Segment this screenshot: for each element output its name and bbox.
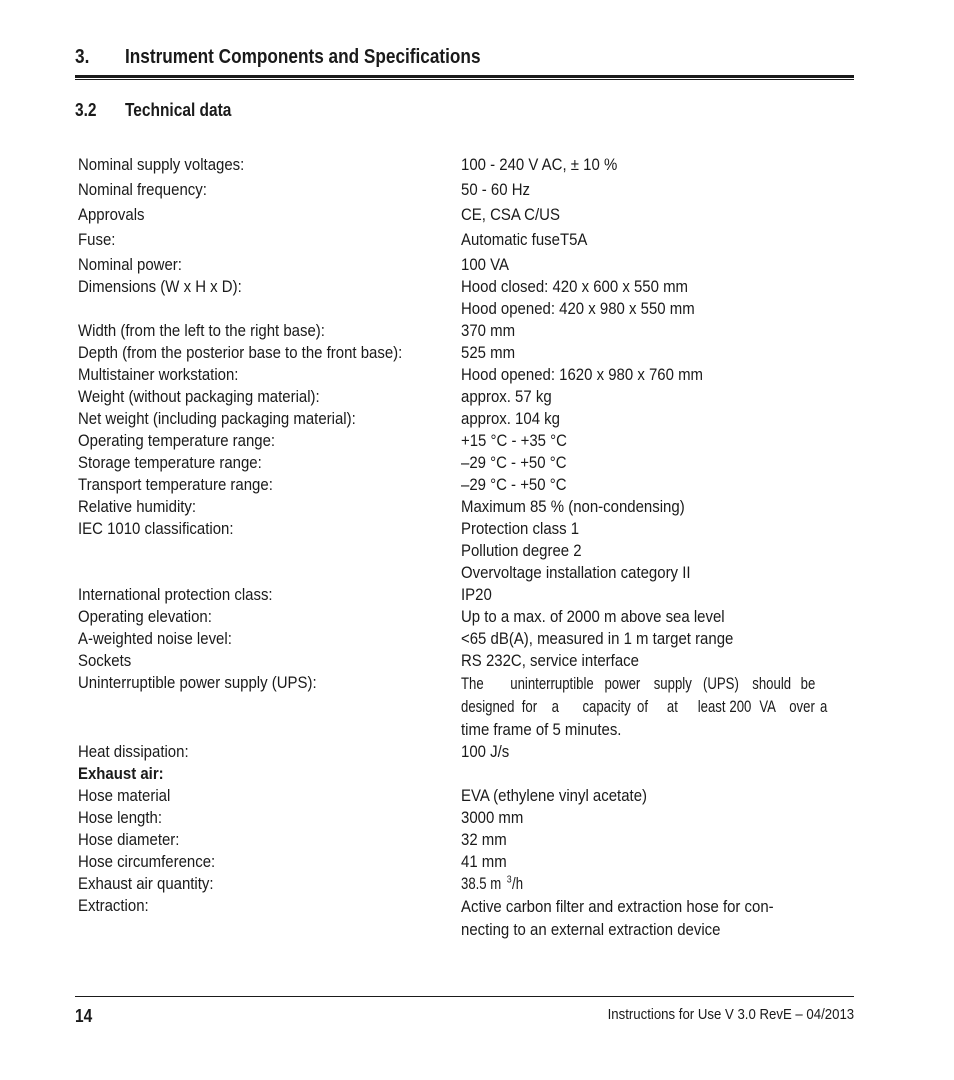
spec-value: +15 °C - +35 °C [461,431,567,450]
spec-row [78,430,854,452]
spec-label: Extraction: [78,896,149,915]
spec-label: Operating elevation: [78,607,212,626]
chapter-title: Instrument Components and Specifications [125,46,481,68]
spec-value: Up to a max. of 2000 m above sea level [461,607,725,626]
spec-label: Dimensions (W x H x D): [78,277,242,296]
section-number: 3.2 [75,100,97,120]
spec-label: Net weight (including packaging material): [78,409,356,428]
spec-label: Width (from the left to the right base): [78,321,325,340]
footer-document-info: Instructions for Use V 3.0 RevE – 04/2013 [607,1006,854,1023]
spec-label: International protection class: [78,585,273,604]
spec-row [78,741,854,763]
spec-label: Hose length: [78,808,162,827]
spec-label: Storage temperature range: [78,453,262,472]
spec-row [78,320,854,342]
spec-label: Hose circumference: [78,852,216,871]
spec-label: A-weighted noise level: [78,629,232,648]
spec-row [78,851,854,873]
spec-row [78,386,854,408]
header-rule-thin [75,79,854,80]
spec-row [78,254,854,276]
exhaust-heading: Exhaust air: [78,764,164,783]
spec-value: –29 °C - +50 °C [461,453,567,472]
spec-row [78,518,854,584]
spec-row [78,496,854,518]
spec-label: Relative humidity: [78,497,197,516]
spec-value: CE, CSA C/US [461,205,560,224]
spec-row-ups [78,672,854,741]
spec-value: approx. 104 kg [461,409,560,428]
spec-label: Multistainer workstation: [78,365,239,384]
spec-label: Hose diameter: [78,830,180,849]
chapter-heading [75,46,854,76]
spec-row [78,474,854,496]
spec-value: 370 mm [461,321,516,340]
spec-value: 100 J/s [461,742,510,761]
spec-label: Nominal power: [78,255,182,274]
spec-row [78,364,854,386]
footer-rule [75,996,854,997]
spec-row [78,606,854,628]
exhaust-heading-row [78,763,854,785]
spec-row [78,202,854,227]
spec-value: Protection class 1 [461,519,580,538]
header-rule-thick [75,75,854,78]
spec-label: Exhaust air quantity: [78,874,214,893]
spec-value: IP20 [461,585,492,604]
spec-label: Weight (without packaging material): [78,387,320,406]
spec-label: Nominal frequency: [78,180,207,199]
spec-value: 525 mm [461,343,516,362]
spec-row [78,342,854,364]
spec-value: Hood opened: 420 x 980 x 550 mm [461,299,695,318]
spec-row-extraction [78,895,854,941]
spec-label: Uninterruptible power supply (UPS): [78,673,317,692]
spec-row [78,807,854,829]
spec-value-line: time frame of 5 minutes. [461,720,622,739]
spec-value: EVA (ethylene vinyl acetate) [461,786,647,805]
spec-row [78,785,854,807]
spec-row [78,276,854,320]
spec-value: Overvoltage installation category II [461,563,691,582]
spec-value: 100 - 240 V AC, ± 10 % [461,155,618,174]
spec-row [78,408,854,430]
spec-row [78,650,854,672]
spec-value-line: necting to an external extraction device [461,920,721,939]
spec-row [78,829,854,851]
spec-value-line: Active carbon filter and extraction hose for con- [461,897,774,916]
spec-value: RS 232C, service interface [461,651,639,670]
spec-row [78,177,854,202]
chapter-number: 3. [75,46,90,68]
spec-row [78,873,854,895]
spec-label: Sockets [78,651,132,670]
spec-value: 3000 mm [461,808,524,827]
spec-value: Maximum 85 % (non-condensing) [461,497,685,516]
page-number: 14 [75,1006,93,1026]
spec-value: Pollution degree 2 [461,541,582,560]
spec-value: <65 dB(A), measured in 1 m target range [461,629,734,648]
spec-label: Fuse: [78,230,116,249]
spec-value: approx. 57 kg [461,387,552,406]
spec-value: –29 °C - +50 °C [461,475,567,494]
section-title: Technical data [125,100,232,120]
spec-value: 38.5 m $^3$/h [461,874,523,893]
spec-value: 100 VA [461,255,509,274]
spec-value: Hood closed: 420 x 600 x 550 mm [461,277,689,296]
technical-data-table [78,152,854,941]
spec-label: Operating temperature range: [78,431,276,450]
spec-label: Transport temperature range: [78,475,273,494]
spec-row [78,227,854,252]
spec-value-line: The uninterruptible power supply (UPS) should be [461,674,816,693]
spec-row [78,452,854,474]
spec-value: 32 mm [461,830,507,849]
spec-value: 50 - 60 Hz [461,180,531,199]
spec-row [78,628,854,650]
spec-label: Nominal supply voltages: [78,155,245,174]
spec-label: Approvals [78,205,145,224]
spec-value: 41 mm [461,852,507,871]
spec-label: Hose material [78,786,171,805]
spec-label: Heat dissipation: [78,742,189,761]
spec-value: Hood opened: 1620 x 980 x 760 mm [461,365,704,384]
spec-value-line: designed for a capacity of at least 200 VA over a [461,697,828,716]
spec-label: Depth (from the posterior base to the front base): [78,343,403,362]
spec-label: IEC 1010 classification: [78,519,234,538]
spec-row [78,584,854,606]
spec-row [78,152,854,177]
spec-value: Automatic fuseT5A [461,230,588,249]
